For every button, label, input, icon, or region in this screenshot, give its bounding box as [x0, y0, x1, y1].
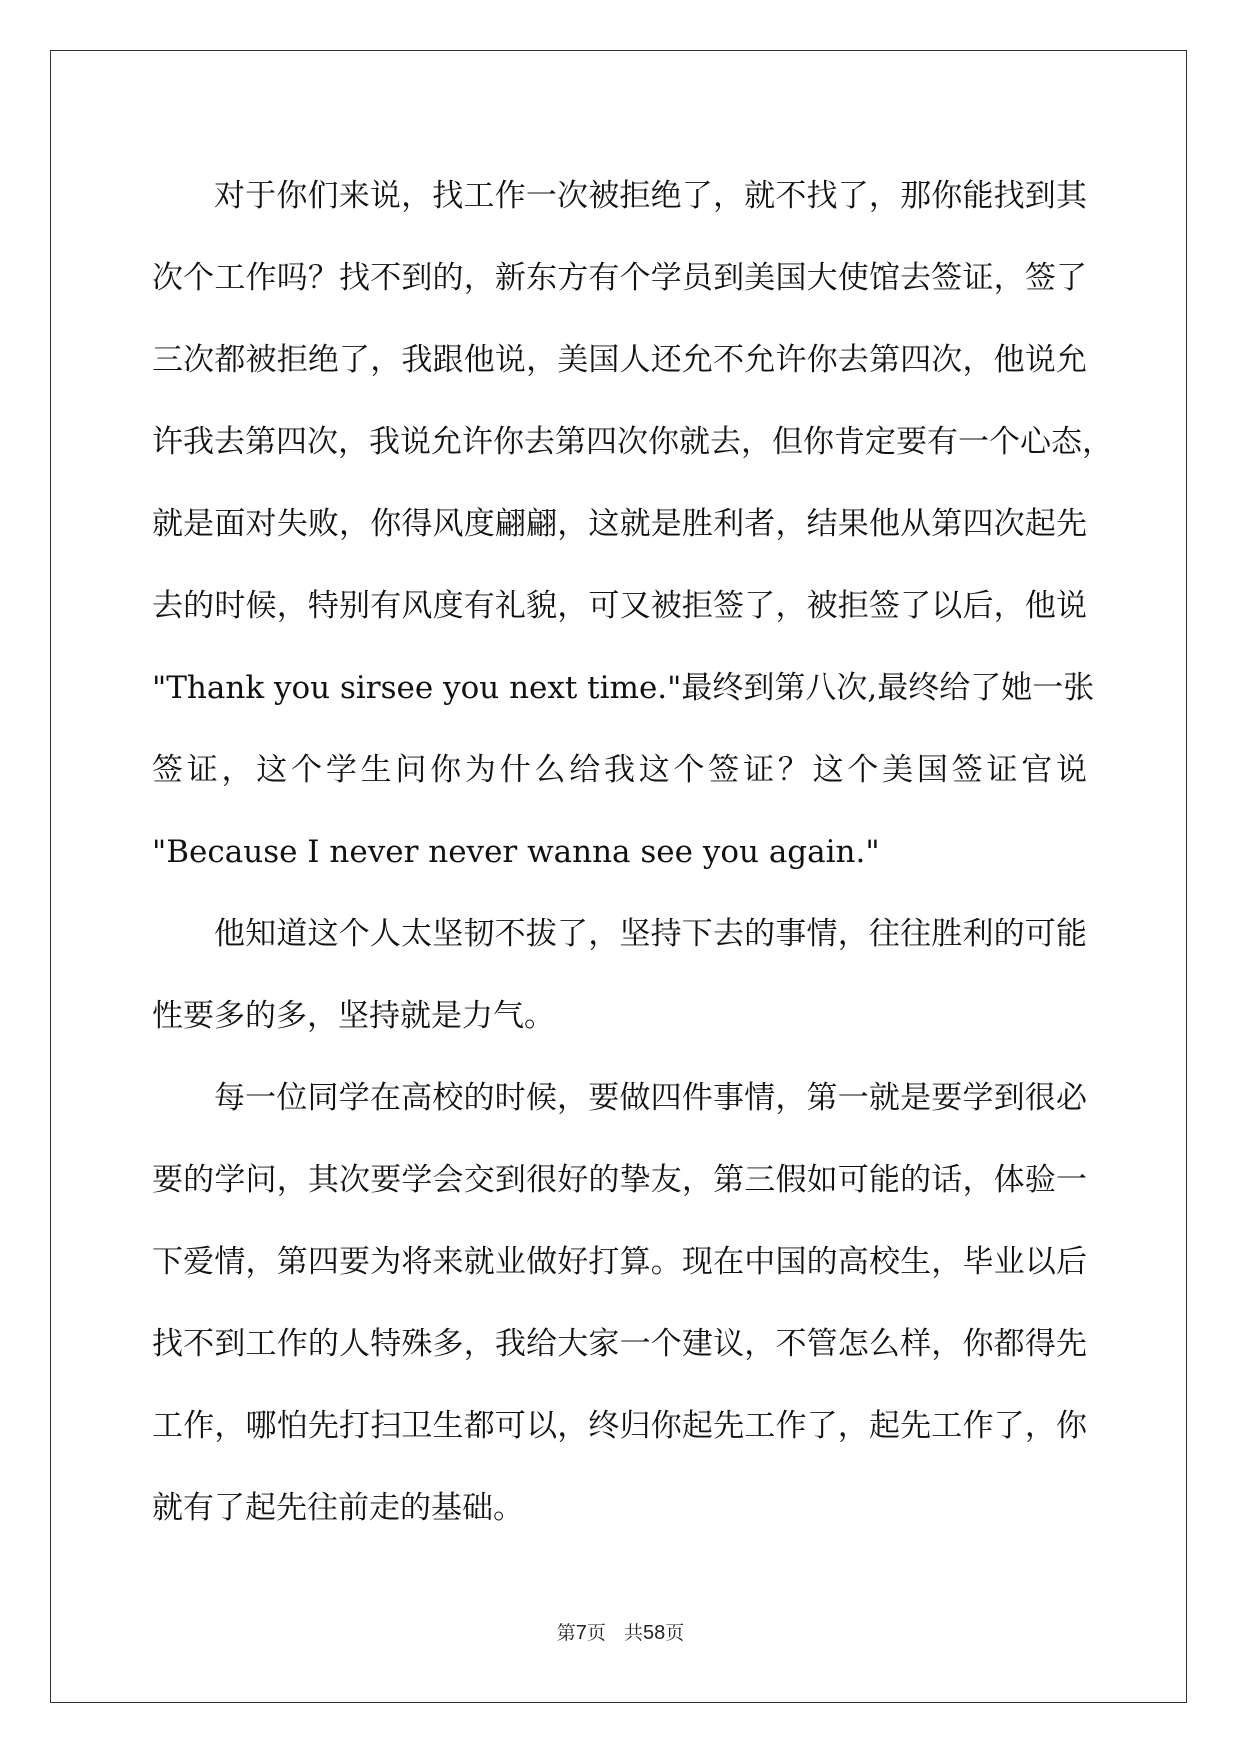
footer-total-pages: 58 [642, 1622, 666, 1644]
paragraph-line: 三次都被拒绝了，我跟他说，美国人还允不允许你去第四次，他说允 [152, 342, 1087, 378]
paragraph-line: 就有了起先往前走的基础。 [152, 1490, 524, 1526]
footer-total-prefix: 共 [623, 1622, 643, 1644]
paragraph-line: 下爱情，第四要为将来就业做好打算。现在中国的高校生，毕业以后 [152, 1244, 1087, 1280]
paragraph-line: 次个工作吗？找不到的，新东方有个学员到美国大使馆去签证，签了 [152, 260, 1087, 296]
paragraph-line: "Because I never never wanna see you again." [152, 834, 880, 870]
paragraph-3 [152, 1057, 1087, 1549]
footer-prefix: 第 [556, 1622, 576, 1644]
paragraph-1 [152, 155, 1113, 893]
paragraph-line: 许我去第四次，我说允许你去第四次你就去，但你肯定要有一个心态， [152, 424, 1113, 460]
paragraph-line: 找不到工作的人特殊多，我给大家一个建议，不管怎么样，你都得先 [152, 1326, 1087, 1362]
page-footer [0, 1618, 1241, 1645]
paragraph-line: 就是面对失败，你得风度翩翩，这就是胜利者，结果他从第四次起先 [152, 506, 1087, 542]
paragraph-line: 每一位同学在高校的时候，要做四件事情，第一就是要学到很必 [214, 1080, 1087, 1116]
document-body [152, 155, 1113, 1549]
paragraph-line: 他知道这个人太坚韧不拔了，坚持下去的事情，往往胜利的可能 [214, 916, 1087, 952]
paragraph-line: 性要多的多，坚持就是力气。 [152, 998, 555, 1034]
footer-total-suffix: 页 [665, 1622, 685, 1644]
paragraph-line: 签证，这个学生问你为什么给我这个签证？这个美国签证官说 [152, 752, 1087, 788]
paragraph-2 [152, 893, 1087, 1057]
paragraph-line: 工作，哪怕先打扫卫生都可以，终归你起先工作了，起先工作了，你 [152, 1408, 1087, 1444]
paragraph-line: "Thank you sirsee you next time."最终到第八次,最终给了她一张 [152, 670, 1095, 706]
footer-page-suffix: 页 [586, 1622, 606, 1644]
paragraph-line: 去的时候，特别有风度有礼貌，可又被拒签了，被拒签了以后，他说 [152, 588, 1087, 624]
footer-page-number: 7 [575, 1622, 587, 1644]
paragraph-line: 对于你们来说，找工作一次被拒绝了，就不找了，那你能找到其 [214, 178, 1087, 214]
paragraph-line: 要的学问，其次要学会交到很好的挚友，第三假如可能的话，体验一 [152, 1162, 1087, 1198]
